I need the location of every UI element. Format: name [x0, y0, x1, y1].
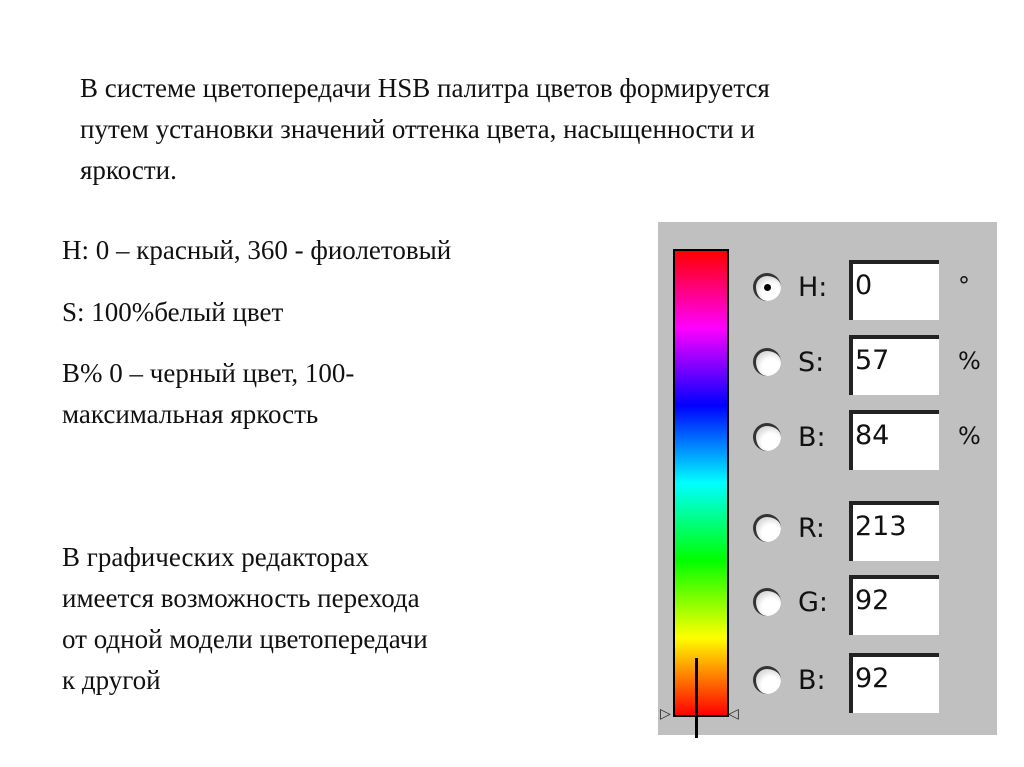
channel-unit: °: [958, 272, 970, 300]
channel-label: S:: [798, 347, 825, 378]
saturation-description: S: 100%белый цвет: [62, 297, 284, 327]
channel-value-input[interactable]: 0: [849, 260, 939, 320]
channel-radio[interactable]: [753, 273, 781, 301]
channel-radio[interactable]: [753, 588, 781, 616]
picker-row-4: [753, 575, 993, 635]
brightness-description: [62, 353, 354, 435]
picker-row-2: [753, 410, 993, 470]
channel-radio[interactable]: [753, 666, 781, 694]
slider-arrow-left-icon[interactable]: ▷: [660, 706, 671, 722]
intro-paragraph: [80, 68, 770, 191]
channel-label: H:: [798, 272, 828, 303]
channel-radio[interactable]: [753, 423, 781, 451]
brightness-line: максимальная яркость: [62, 399, 319, 429]
note-line: В графических редакторах: [62, 542, 369, 572]
channel-value-input[interactable]: 84: [849, 410, 939, 470]
hue-slider[interactable]: [673, 249, 729, 717]
picker-row-1: [753, 335, 993, 395]
channel-unit: %: [958, 347, 981, 375]
channel-value-input[interactable]: 213: [849, 501, 939, 561]
channel-value-input[interactable]: 57: [849, 335, 939, 395]
conversion-note: [62, 537, 428, 701]
channel-label: G:: [798, 587, 829, 618]
channel-radio[interactable]: [753, 348, 781, 376]
note-line: от одной модели цветопередачи: [62, 624, 428, 654]
channel-value-input[interactable]: 92: [849, 653, 939, 713]
picker-row-5: [753, 653, 993, 713]
note-line: к другой: [62, 665, 161, 695]
color-picker-panel: [658, 222, 997, 735]
intro-line: путем установки значений оттенка цвета, насыщенности и: [80, 114, 755, 144]
picker-row-0: [753, 260, 993, 320]
channel-label: R:: [798, 513, 826, 544]
hue-description: H: 0 – красный, 360 - фиолетовый: [62, 235, 452, 265]
note-line: имеется возможность перехода: [62, 583, 420, 613]
channel-label: B:: [798, 422, 826, 453]
slider-arrow-right-icon[interactable]: ◁: [728, 706, 739, 722]
hue-slider-marker[interactable]: [695, 658, 698, 738]
channel-unit: %: [958, 422, 981, 450]
picker-row-3: [753, 501, 993, 561]
channel-label: B:: [798, 665, 826, 696]
intro-line: яркости.: [80, 155, 177, 185]
brightness-line: B% 0 – черный цвет, 100-: [62, 358, 355, 388]
channel-radio[interactable]: [753, 514, 781, 542]
channel-value-input[interactable]: 92: [849, 575, 939, 635]
intro-line: В системе цветопередачи HSB палитра цветов формируется: [80, 73, 770, 103]
